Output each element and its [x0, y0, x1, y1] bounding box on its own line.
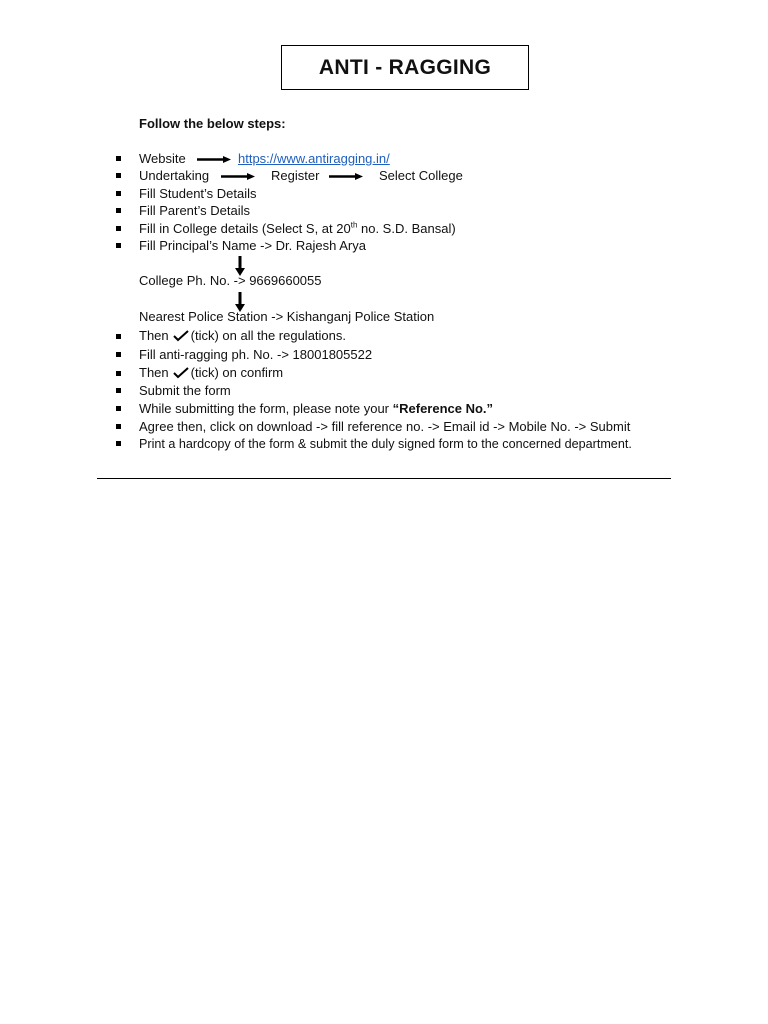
tick-regulations-text: (tick) on all the regulations.	[190, 328, 346, 343]
list-item-anti-ragging-phone: Fill anti-ragging ph. No. -> 18001805522	[139, 347, 373, 362]
college-phone: College Ph. No. -> 9669660055	[139, 273, 322, 288]
list-item-tick-regulations	[139, 328, 346, 344]
college-details-sup: th	[350, 220, 358, 230]
bullet	[116, 156, 121, 161]
bullet	[116, 371, 121, 376]
checkmark-icon	[173, 330, 189, 342]
college-details-text: Fill in College details (Select S, at 20	[139, 221, 351, 236]
bullet	[116, 424, 121, 429]
checkmark-icon	[173, 367, 189, 379]
select-college-label: Select College	[379, 168, 463, 183]
bullet	[116, 406, 121, 411]
reference-text: While submitting the form, please note your	[139, 401, 393, 416]
tick-confirm-text: (tick) on confirm	[190, 365, 284, 380]
list-item-print: Print a hardcopy of the form & submit the duly signed form to the concerned department.	[139, 437, 632, 451]
police-station: Nearest Police Station -> Kishanganj Police Station	[139, 309, 435, 324]
website-link[interactable]: https://www.antiragging.in/	[238, 151, 390, 166]
list-item-submit: Submit the form	[139, 383, 231, 398]
right-arrow-icon	[197, 155, 231, 164]
list-item-student-details: Fill Student’s Details	[139, 186, 257, 201]
list-item-agree: Agree then, click on download -> fill reference no. -> Email id -> Mobile No. -> Submit	[139, 419, 631, 434]
bullet	[116, 208, 121, 213]
list-item-reference	[139, 401, 493, 417]
list-item-college-details	[139, 221, 456, 237]
undertaking-label: Undertaking	[139, 168, 210, 183]
list-item-parent-details: Fill Parent’s Details	[139, 203, 251, 218]
bullet	[116, 226, 121, 231]
right-arrow-icon	[329, 172, 363, 181]
right-arrow-icon	[221, 172, 255, 181]
intro-heading: Follow the below steps:	[139, 116, 286, 131]
register-label: Register	[271, 168, 320, 183]
then-label: Then	[139, 365, 169, 380]
list-item-principal: Fill Principal’s Name -> Dr. Rajesh Arya	[139, 238, 366, 253]
bullet	[116, 334, 121, 339]
bullet	[116, 352, 121, 357]
reference-bold: “Reference No.”	[392, 401, 494, 416]
page-title: ANTI - RAGGING	[281, 45, 529, 90]
bullet	[116, 191, 121, 196]
website-label: Website	[139, 151, 186, 166]
horizontal-divider	[97, 478, 671, 479]
college-details-text-end: no. S.D. Bansal)	[357, 221, 456, 236]
bullet	[116, 441, 121, 446]
bullet	[116, 243, 121, 248]
then-label: Then	[139, 328, 169, 343]
list-item-tick-confirm	[139, 365, 283, 381]
bullet	[116, 173, 121, 178]
bullet	[116, 388, 121, 393]
